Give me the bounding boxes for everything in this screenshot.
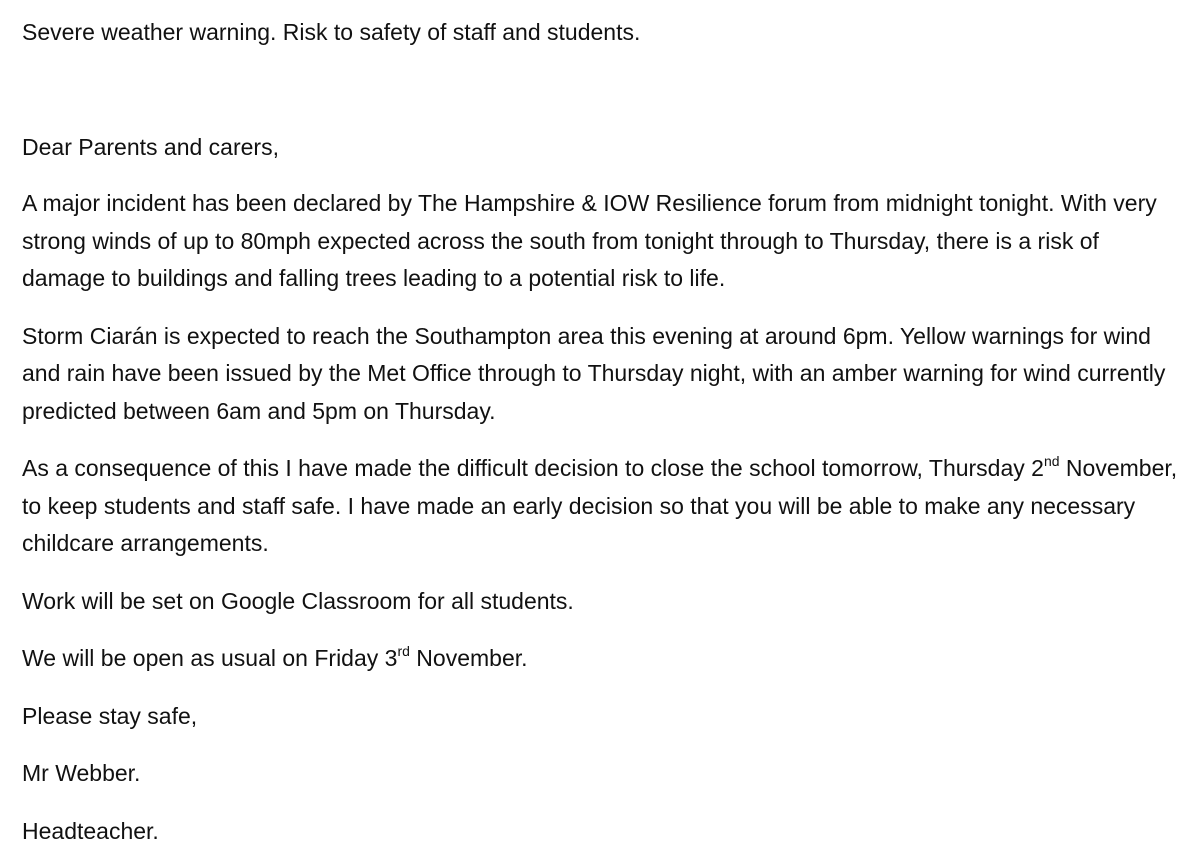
paragraph-remote-work: Work will be set on Google Classroom for all students. — [22, 587, 574, 614]
closure-text-part2: November, to keep students and staff safe. I have made an early decision so that you will be able to make any necessary childcare arrangements. — [22, 455, 1178, 556]
subject-line: Severe weather warning. Risk to safety of staff and students. — [22, 19, 641, 45]
closure-date-suffix: nd — [1043, 453, 1060, 470]
paragraph-storm-warning: Storm Ciarán is expected to reach the Southampton area this evening at around 6pm. Yellow warnings for wind and rain have been issued by the Met Office through to Thursday night, with an amber warning for wind currently predicted between 6am and 5pm on Thursday. — [22, 322, 1166, 424]
reopening-text-part1: We will be open as usual on Friday 3 — [22, 645, 398, 671]
signature-title: Headteacher. — [22, 817, 159, 844]
closing-line: Please stay safe, — [22, 702, 198, 729]
reopening-date-suffix: rd — [397, 643, 410, 660]
signature-name: Mr Webber. — [22, 760, 141, 786]
paragraph-reopening — [22, 640, 1182, 678]
reopening-text-part2: November. — [409, 645, 528, 671]
paragraph-major-incident: A major incident has been declared by The Hampshire & IOW Resilience forum from midnight tonight. With very strong winds of up to 80mph expected across the south from tonight through to Thursday, there is a risk of damage to buildings and falling trees leading to a potential risk to life. — [22, 190, 1157, 291]
letter-document — [22, 14, 1182, 850]
paragraph-school-closure — [22, 450, 1182, 563]
greeting: Dear Parents and carers, — [22, 133, 279, 160]
closure-text-part1: As a consequence of this I have made the difficult decision to close the school tomorrow, Thursday 2 — [22, 455, 1044, 481]
